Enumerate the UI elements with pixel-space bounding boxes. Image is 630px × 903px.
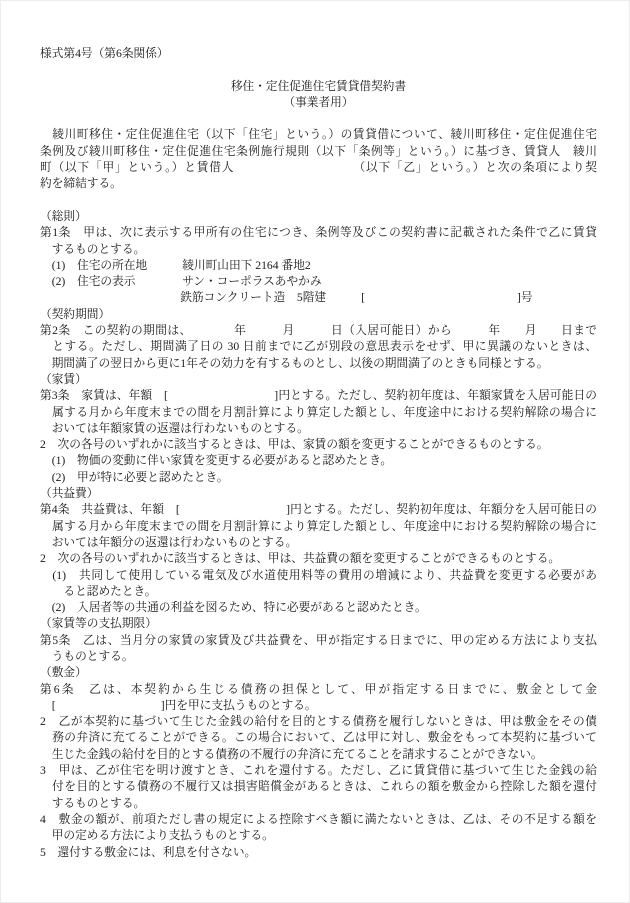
text-line: 鉄筋コンクリート造 5階建 [ ]号 xyxy=(40,291,533,305)
text-line: するものとする。 xyxy=(40,796,146,810)
article-line: 第5条 乙は、当月分の家賃の家賃及び共益費を、甲が指定する日までに、甲の定める方法により支払 xyxy=(40,633,597,647)
paragraph-line: 2 乙が本契約に基づいて生じた金銭の給付を目的とする債務を履行しないときは、甲は敷金をその債 xyxy=(40,715,597,729)
text-line: 務の弁済に充てることができる。この場合において、乙は甲に対し、敷金をもって本契約に基づいて xyxy=(40,731,597,745)
paragraph-line: 2 次の各号のいずれかに該当するときは、甲は、共益費の額を変更することができるものとする。 xyxy=(40,552,561,566)
text-line: うものとする。 xyxy=(40,649,134,663)
text-line: おいては年額分の返還は行わないものとする。 xyxy=(40,535,298,549)
text-line: 期間満了の翌日から更に1年その効力を有するものとし、以後の期間満了のときも同様とする。 xyxy=(40,356,549,370)
document-subtitle: （事業者用） xyxy=(283,95,354,109)
text-line: 付を目的とする債務の不履行又は損害賠償金があるときは、これらの額を敷金から控除した額を還付 xyxy=(40,780,597,794)
text-line: [ ]円を甲に支払うものとする。 xyxy=(40,698,317,712)
text-line: おいては年額家賃の返還は行わないものとする。 xyxy=(40,421,309,435)
paragraph-line: 5 還付する敷金には、利息を付さない。 xyxy=(40,845,257,859)
text-line: 甲の定める方法により支払うものとする。 xyxy=(40,829,274,843)
text-line: 生じた金銭の給付を目的とする債務の不履行の弁済に充てることを請求することができない。 xyxy=(40,747,543,761)
section-heading: （契約期間） xyxy=(40,307,111,321)
text-line: 属する月から年度末までの間を月割計算により算定した額とし、年度途中における契約解除の場合に xyxy=(40,405,597,419)
article-line: 第3条 家賃は、年額 [ ]円とする。ただし、契約初年度は、年額家賃を入居可能日の xyxy=(40,389,597,403)
section-heading: （家賃） xyxy=(40,372,87,386)
item-line: (1) 住宅の所在地 綾川町山田下 2164 番地2 xyxy=(40,258,311,272)
item-line: (2) 入居者等の共通の利益を図るため、特に必要があると認めたとき。 xyxy=(40,601,427,615)
paragraph-line: 3 甲は、乙が住宅を明け渡すとき、これを還付する。ただし、乙に賃貸借に基づいて生じた金銭の給 xyxy=(40,764,597,778)
paragraph-line: 2 次の各号のいずれかに該当するときは、甲は、家賃の額を変更することができるものとする。 xyxy=(40,438,549,452)
preamble-line: 約を締結する。 xyxy=(40,177,122,191)
preamble-line: 条例及び綾川町移住・定住促進住宅条例施行規則（以下「条例等」という。）に基づき、賃貸人 綾川 xyxy=(40,144,597,158)
item-line: (1) 共同して使用している電気及び水道使用料等の費用の増減により、共益費を変更する必要があ xyxy=(40,568,597,582)
section-heading: （共益費） xyxy=(40,487,99,501)
section-heading: （敷金） xyxy=(40,666,87,680)
text-line: ると認めたとき。 xyxy=(40,584,157,598)
article-line: 第4条 共益費は、年額 [ ]円とする。ただし、契約初年度は、年額分を入居可能日の xyxy=(40,503,597,517)
text-line: とする。ただし、期間満了日の 30 日前までに乙が別段の意思表示をせず、甲に異議のないときは、 xyxy=(40,340,597,354)
preamble-line: 町（以下「甲」という。）と賃借人 （以下「乙」という。）と次の条項により契 xyxy=(40,161,597,175)
article-line: 第6条 乙は、本契約から生じる債務の担保として、甲が指定する日までに、敷金として金 xyxy=(40,682,597,696)
item-line: (1) 物価の変動に伴い家賃を変更する必要があると認めたとき。 xyxy=(40,454,393,468)
preamble-line: 綾川町移住・定住促進住宅（以下「住宅」という。）の賃貸借について、綾川町移住・定住促進住宅 xyxy=(40,128,597,142)
item-line: (2) 住宅の表示 サン・コーポラスあやかみ xyxy=(40,275,322,289)
form-number: 様式第4号（第6条関係） xyxy=(40,47,169,60)
text-line: 属する月から年度末までの間を月割計算により算定した額とし、年度途中における契約解除の場合に xyxy=(40,519,597,533)
text-line: するものとする。 xyxy=(40,242,146,256)
article-line: 第2条 この契約の期間は、 年 月 日（入居可能日）から 年 月 日まで xyxy=(40,324,597,338)
item-line: (2) 甲が特に必要と認めたとき。 xyxy=(40,470,229,484)
section-heading: （総則） xyxy=(40,209,87,223)
paragraph-line: 4 敷金の額が、前項ただし書の規定による控除すべき額に満たないときは、乙は、その不足する額を xyxy=(40,812,597,826)
section-heading: （家賃等の支払期限） xyxy=(40,617,157,631)
article-line: 第1条 甲は、次に表示する甲所有の住宅につき、条例等及びこの契約書に記載された条件で乙に賃貸 xyxy=(40,226,597,240)
document-title: 移住・定住促進住宅賃貸借契約書 xyxy=(230,79,407,93)
document-lines xyxy=(40,127,597,860)
